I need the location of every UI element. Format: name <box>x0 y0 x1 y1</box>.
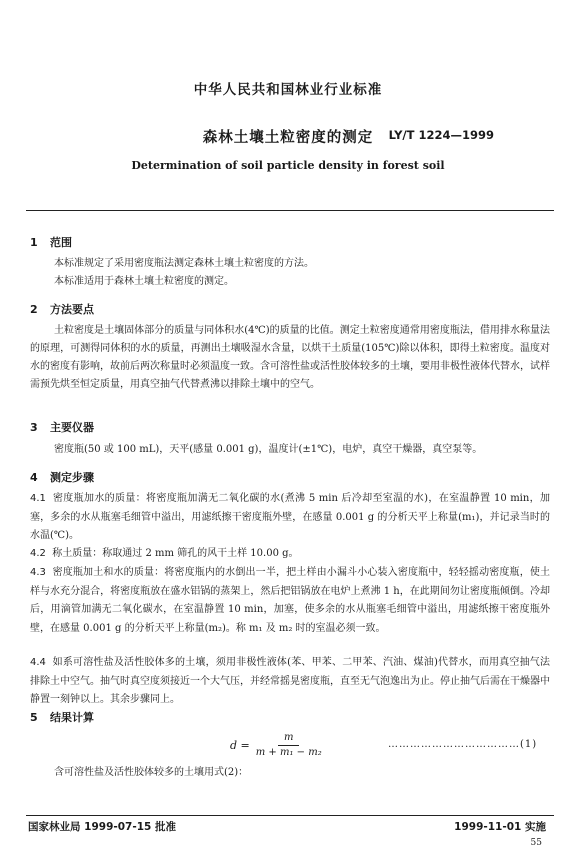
section-3-heading: 3 主要仪器 <box>30 421 94 434</box>
footer-divider <box>26 815 554 816</box>
header-divider <box>26 210 554 211</box>
equation-number: ………………………………(1) <box>388 739 538 750</box>
section-5-after-text: 含可溶性盐及活性胶体较多的土壤用式(2)： <box>54 767 249 778</box>
step-4-4: 4.4 如系可溶性盐及活性胶体多的土壤，须用非极性液体(苯、甲苯、二甲苯、汽油、煤油)代替水，而用真空抽气法排除土中空气。抽气时真空度须接近一个大气压，并经常摇晃密度瓶，直至无气泡逸出为止。停止抽气后需在干燥器中静置一刻钟以上。其余步骤同上。 <box>30 657 550 705</box>
section-2-heading: 2 方法要点 <box>30 303 94 316</box>
section-4-heading: 4 测定步骤 <box>30 471 94 484</box>
section-1-para-2: 本标准适用于森林土壤土粒密度的测定。 <box>54 276 234 287</box>
step-4-3: 4.3 密度瓶加土和水的质量：将密度瓶内的水倒出一半，把土样由小漏斗小心装入密度瓶中，轻轻摇动密度瓶，使土样与水充分混合，将密度瓶放在盛水铝锅的蒸架上，然后把铝锅放在电炉上煮沸 1 h，在此期间勿让密度瓶倾倒。冷却后，用滴管加满无二氧化碳水，在室温静置 10 min，加塞，使多余的水从瓶塞毛细管中溢出，用滤纸擦干密度瓶外壁，在感量 0.001 g 的分析天平上称量(m₂)。称 m₁ 及 m₂ 时的室温必须一致。 <box>30 567 551 634</box>
formula-lhs: d = <box>230 738 250 752</box>
formula-numerator: m <box>278 732 299 746</box>
formula-denominator: m + m₁ − m₂ <box>255 747 322 758</box>
step-4-2: 4.2 称土质量：称取通过 2 mm 筛孔的风干土样 10.00 g。 <box>30 548 299 559</box>
section-3-para: 密度瓶(50 或 100 mL)，天平(感量 0.001 g)，温度计(±1℃)，电炉，真空干燥器，真空泵等。 <box>54 444 483 455</box>
standard-code: LY/T 1224—1999 <box>388 128 494 142</box>
formula-fraction <box>256 732 322 758</box>
approval-date: 国家林业局 1999-07-15 批准 <box>28 821 176 833</box>
section-5-heading: 5 结果计算 <box>30 711 94 724</box>
section-1-para-1: 本标准规定了采用密度瓶法测定森林土壤土粒密度的方法。 <box>54 258 314 269</box>
section-2-para: 土粒密度是土壤固体部分的质量与同体积水(4℃)的质量的比值。测定土粒密度通常用密度瓶法，借用排水称量法的原理，可测得同体积的水的质量，再测出土壤吸湿水含量，以烘干土质量(105℃)除以体积，即得土粒密度。温度对水的密度有影响，故前后两次称量时必须温度一致。含可溶性盐或活性胶体较多的土壤，要用非极性液体代替水，试样需预先烘至恒定质量，用真空抽气代替煮沸以排除土壤中的空气。 <box>30 325 550 390</box>
standard-title: 森林土壤土粒密度的测定 <box>202 130 374 146</box>
implementation-date: 1999-11-01 实施 <box>454 821 546 833</box>
section-1-heading: 1 范围 <box>30 236 72 249</box>
page-number: 55 <box>530 838 542 848</box>
density-formula <box>230 732 322 758</box>
english-title: Determination of soil particle density in forest soil <box>131 159 445 172</box>
step-4-1: 4.1 密度瓶加水的质量：将密度瓶加满无二氧化碳的水(煮沸 5 min 后冷却至室温的水)，在室温静置 10 min，加塞，多余的水从瓶塞毛细管中溢出，用滤纸擦干密度瓶外壁，在感量 0.001 g 的分析天平上称量(m₁)，并记录当时的水温(℃)。 <box>30 493 550 541</box>
issuing-authority-title: 中华人民共和国林业行业标准 <box>193 82 383 98</box>
